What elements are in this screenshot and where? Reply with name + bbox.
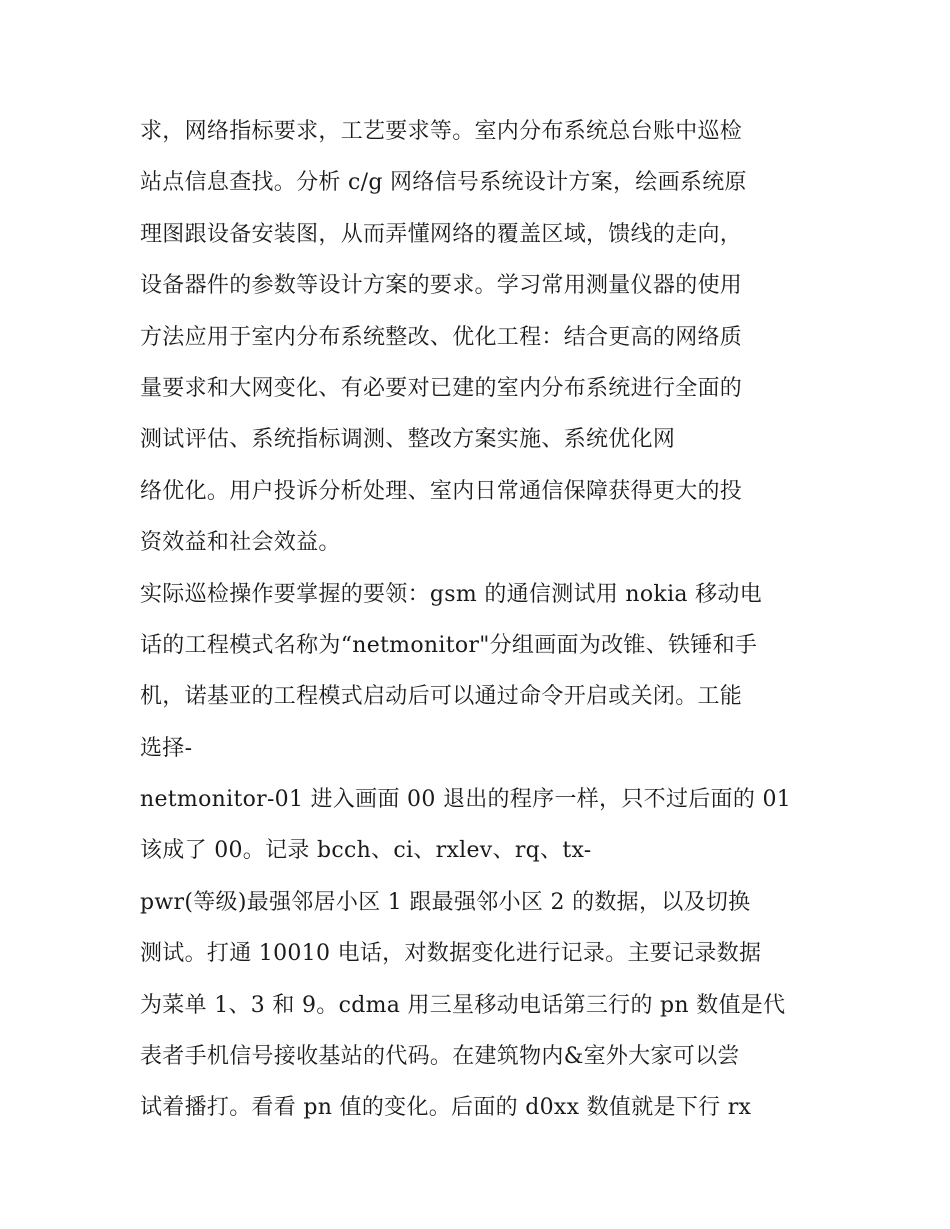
- text-line: 求，网络指标要求，工艺要求等。室内分布系统总台账中巡检: [140, 119, 743, 144]
- text-line: 测试。打通 10010 电话，对数据变化进行记录。主要记录数据: [140, 941, 762, 967]
- text-line: pwr(等级)最强邻居小区 1 跟最强邻小区 2 的数据，以及切换: [140, 889, 751, 915]
- text-line: 测试评估、系统指标调测、整改方案实施、系统优化网: [140, 427, 676, 453]
- text-line: 为菜单 1、3 和 9。cdma 用三星移动电话第三行的 pn 数值是代: [140, 992, 786, 1018]
- text-line: netmonitor-01 进入画面 00 退出的程序一样，只不过后面的 01: [140, 787, 792, 813]
- text-line: 话的工程模式名称为“netmonitor"分组画面为改锥、铁锤和手: [140, 632, 758, 658]
- text-line: 站点信息查找。分析 c/g 网络信号系统设计方案，绘画系统原: [140, 170, 747, 196]
- text-line: 方法应用于室内分布系统整改、优化工程：结合更高的网络质: [140, 324, 743, 350]
- text-line: 设备器件的参数等设计方案的要求。学习常用测量仪器的使用: [140, 273, 743, 299]
- text-line: 机，诺基亚的工程模式启动后可以通过命令开启或关闭。工能: [140, 684, 743, 710]
- body-text: [140, 106, 820, 1134]
- text-line: 实际巡检操作要掌握的要领：gsm 的通信测试用 nokia 移动电: [140, 581, 763, 607]
- text-line: 理图跟设备安装图，从而弄懂网络的覆盖区域，馈线的走向，: [140, 221, 743, 247]
- text-line: 资效益和社会效益。: [140, 530, 341, 556]
- text-line: 该成了 00。记录 bcch、ci、rxlev、rq、tx-: [140, 838, 592, 864]
- text-line: 络优化。用户投诉分析处理、室内日常通信保障获得更大的投: [140, 478, 743, 504]
- text-line: 选择-: [140, 735, 193, 761]
- text-line: 试着播打。看看 pn 值的变化。后面的 d0xx 数值就是下行 rx: [140, 1095, 752, 1121]
- text-line: 量要求和大网变化、有必要对已建的室内分布系统进行全面的: [140, 375, 743, 401]
- text-line: 表者手机信号接收基站的代码。在建筑物内&室外大家可以尝: [140, 1044, 740, 1070]
